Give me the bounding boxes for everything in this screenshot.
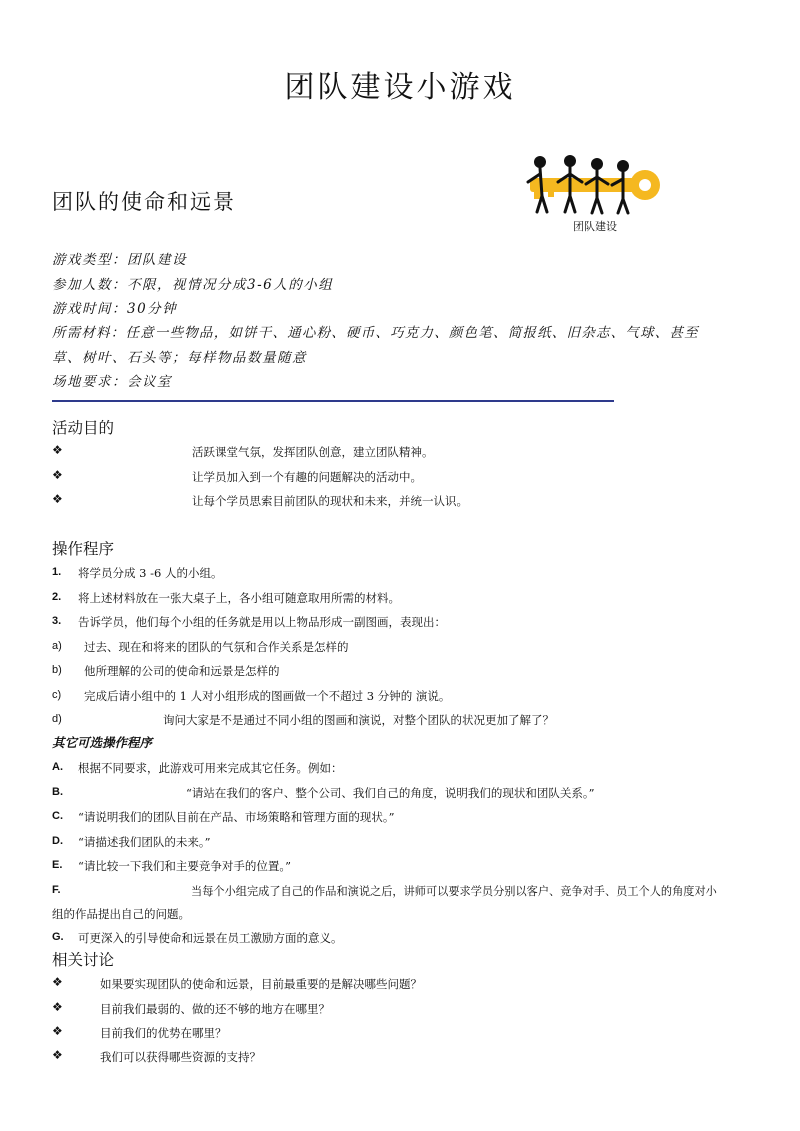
step-number: a) bbox=[52, 640, 62, 652]
list-item bbox=[52, 1048, 261, 1064]
diamond-bullet-icon: ❖ bbox=[52, 1000, 63, 1014]
discussion-item-text: 如果要实现团队的使命和远景，目前最重要的是解决哪些问题？ bbox=[100, 977, 422, 991]
step-number: 3. bbox=[52, 615, 62, 627]
diamond-bullet-icon: ❖ bbox=[52, 975, 63, 989]
info-materials-line2: 草、树叶、石头等；每样物品数量随意 bbox=[52, 350, 307, 366]
info-time: 游戏时间：30分钟 bbox=[52, 301, 178, 317]
info-type: 游戏类型：团队建设 bbox=[52, 252, 187, 268]
step-text: 他所理解的公司的使命和远景是怎样的 bbox=[84, 664, 280, 678]
info-materials-line1: 所需材料：任意一些物品，如饼干、通心粉、硬币、巧克力、颜色笔、简报纸、旧杂志、气球、甚至 bbox=[52, 325, 699, 341]
diamond-bullet-icon: ❖ bbox=[52, 443, 63, 457]
purpose-item-text: 活跃课堂气氛，发挥团队创意，建立团队精神。 bbox=[192, 445, 434, 459]
step-number: b) bbox=[52, 664, 62, 676]
diamond-bullet-icon: ❖ bbox=[52, 1048, 63, 1062]
step-text: 告诉学员，他们每个小组的任务就是用以上物品形成一副图画，表现出： bbox=[78, 615, 446, 629]
step-text: 完成后请小组中的 1 人对小组形成的图画做一个不超过 3 分钟的 演说。 bbox=[84, 689, 451, 703]
item-text: 根据不同要求，此游戏可用来完成其它任务。例如： bbox=[78, 761, 343, 775]
step-text: 过去、现在和将来的团队的气氛和合作关系是怎样的 bbox=[84, 640, 349, 654]
diamond-bullet-icon: ❖ bbox=[52, 468, 63, 482]
discussion-item-text: 目前我们的优势在哪里？ bbox=[100, 1026, 227, 1040]
step-number: 1. bbox=[52, 566, 62, 578]
list-item bbox=[52, 443, 434, 459]
section-divider bbox=[52, 400, 614, 402]
step-text: 询问大家是不是通过不同小组的图画和演说，对整个团队的状况更加了解了？ bbox=[163, 713, 554, 727]
discussion-heading: 相关讨论 bbox=[52, 951, 115, 969]
purpose-heading: 活动目的 bbox=[52, 419, 115, 437]
item-text: “请比较一下我们和主要竞争对手的位置。” bbox=[78, 859, 292, 873]
other-procedures-heading: 其它可选操作程序 bbox=[52, 735, 153, 750]
step-number: 2. bbox=[52, 591, 62, 603]
item-text: “请站在我们的客户、整个公司、我们自己的角度，说明我们的现状和团队关系。” bbox=[186, 786, 595, 800]
logo-label: 团队建设 bbox=[573, 220, 617, 233]
list-item bbox=[52, 1024, 227, 1040]
section-subtitle: 团队的使命和远景 bbox=[52, 190, 236, 214]
item-letter: F. bbox=[52, 884, 61, 896]
item-letter: B. bbox=[52, 786, 63, 798]
item-text: “请描述我们团队的未来。” bbox=[78, 835, 211, 849]
item-letter: C. bbox=[52, 810, 63, 822]
purpose-item-text: 让每个学员思索目前团队的现状和未来，并统一认识。 bbox=[192, 494, 468, 508]
discussion-item-text: 我们可以获得哪些资源的支持？ bbox=[100, 1050, 261, 1064]
item-text: 当每个小组完成了自己的作品和演说之后，讲师可以要求学员分别以客户、竞争对手、员工个人的角度对小 bbox=[191, 885, 717, 898]
item-letter: E. bbox=[52, 859, 63, 871]
item-text: 可更深入的引导使命和远景在员工激励方面的意义。 bbox=[78, 931, 343, 945]
info-participants: 参加人数：不限，视情况分成3-6人的小组 bbox=[52, 277, 334, 293]
list-item bbox=[52, 468, 422, 484]
discussion-item-text: 目前我们最弱的、做的还不够的地方在哪里？ bbox=[100, 1002, 330, 1016]
info-venue: 场地要求：会议室 bbox=[52, 374, 172, 390]
list-item bbox=[52, 975, 422, 991]
step-text: 将学员分成 3 -6 人的小组。 bbox=[78, 566, 223, 580]
purpose-item-text: 让学员加入到一个有趣的问题解决的活动中。 bbox=[192, 470, 422, 484]
item-letter: A. bbox=[52, 761, 63, 773]
step-number: c) bbox=[52, 689, 62, 701]
list-item bbox=[52, 1000, 330, 1016]
step-number: d) bbox=[52, 713, 62, 725]
diamond-bullet-icon: ❖ bbox=[52, 1024, 63, 1038]
item-letter: D. bbox=[52, 835, 63, 847]
step-text: 将上述材料放在一张大桌子上，各小组可随意取用所需的材料。 bbox=[78, 591, 400, 605]
document-title: 团队建设小游戏 bbox=[284, 70, 516, 105]
item-text: “请说明我们的团队目前在产品、市场策略和管理方面的现状。” bbox=[78, 810, 395, 824]
item-letter: G. bbox=[52, 931, 64, 943]
procedure-heading: 操作程序 bbox=[52, 540, 115, 558]
diamond-bullet-icon: ❖ bbox=[52, 492, 63, 506]
list-item bbox=[52, 492, 468, 508]
item-text-continued: 组的作品提出自己的问题。 bbox=[52, 907, 190, 921]
